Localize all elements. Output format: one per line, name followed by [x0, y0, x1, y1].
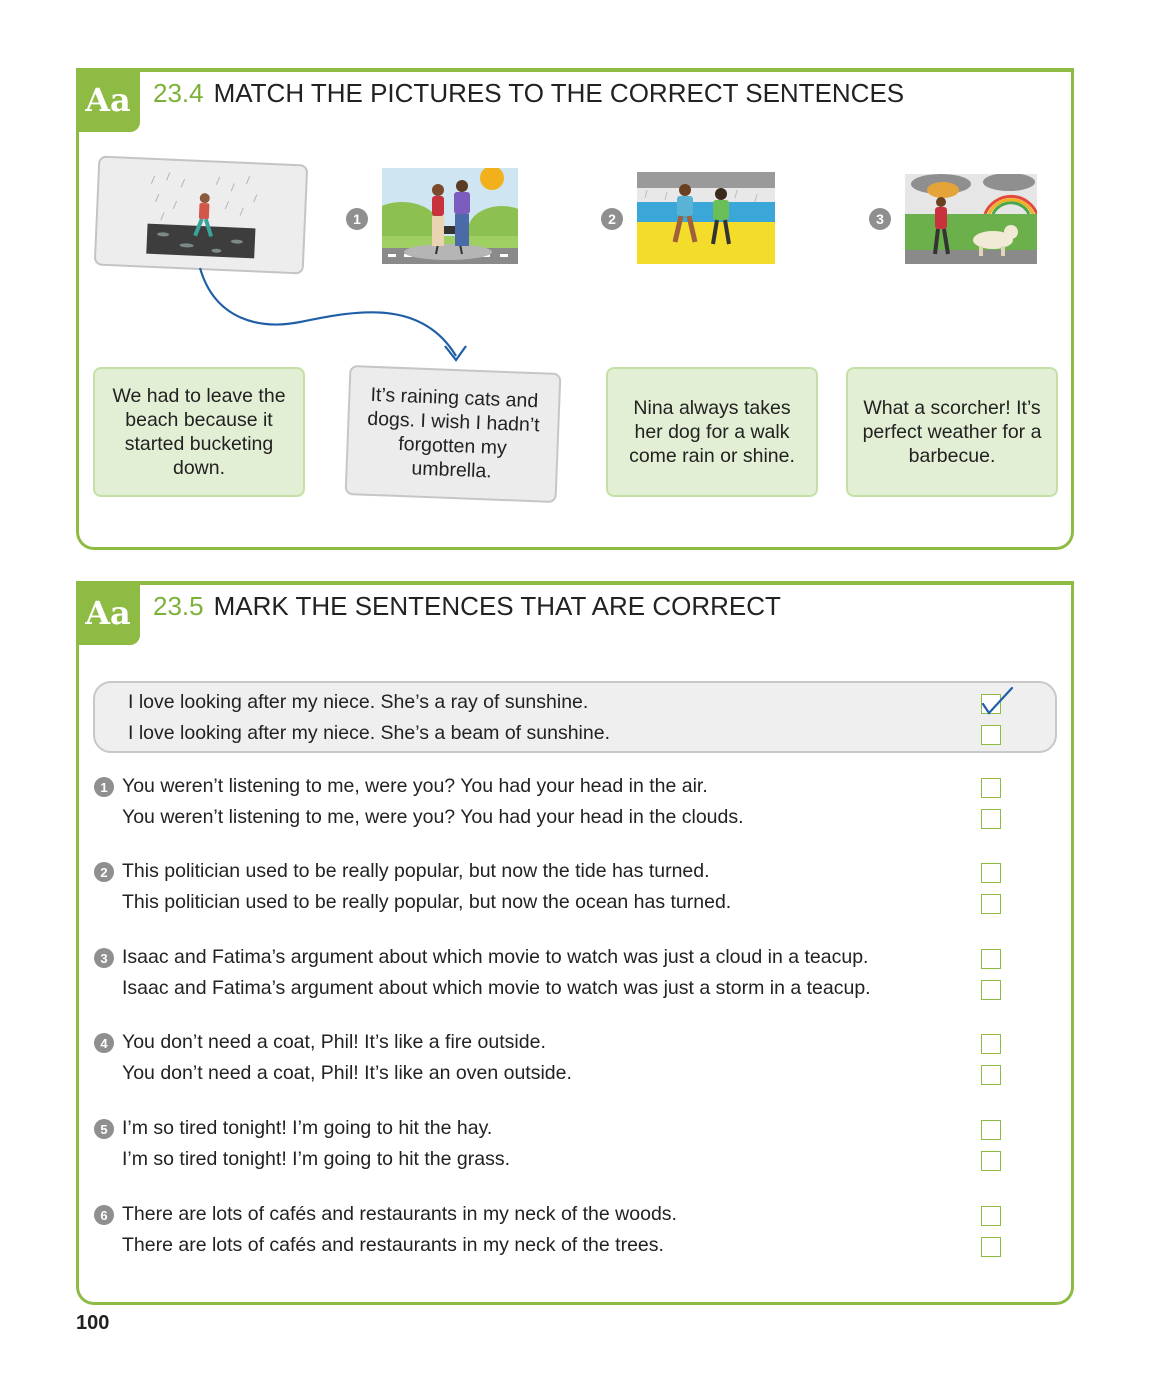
page-number: 100: [76, 1312, 110, 1334]
question-2-option-b: This politician used to be really popular, but now the ocean has turned.: [122, 891, 732, 913]
exercise-number: 23.4: [153, 78, 204, 108]
question-5-option-a: I’m so tired tonight! I’m going to hit the hay.: [122, 1117, 493, 1139]
picture-number-2: 2: [601, 208, 623, 230]
question-5-checkbox-a[interactable]: [981, 1120, 1001, 1140]
question-5-checkbox-b[interactable]: [981, 1151, 1001, 1171]
question-2-checkbox-a[interactable]: [981, 863, 1001, 883]
question-number-4: 4: [94, 1033, 114, 1053]
aa-badge: Aa: [76, 581, 140, 645]
exercise-instruction: MATCH THE PICTURES TO THE CORRECT SENTENCES: [213, 78, 905, 108]
question-1-option-b: You weren’t listening to me, were you? You had your head in the clouds.: [122, 806, 744, 828]
aa-badge: Aa: [76, 68, 140, 132]
question-6-checkbox-b[interactable]: [981, 1237, 1001, 1257]
example-sentence-a: I love looking after my niece. She’s a ray of sunshine.: [128, 691, 589, 713]
example-sentence-b: I love looking after my niece. She’s a beam of sunshine.: [128, 722, 610, 744]
question-number-1: 1: [94, 777, 114, 797]
question-4-option-a: You don’t need a coat, Phil! It’s like a fire outside.: [122, 1031, 546, 1053]
sentence-card[interactable]: We had to leave the beach because it started bucketing down.: [93, 367, 305, 497]
check-mark-icon: [976, 686, 1016, 716]
question-6-checkbox-a[interactable]: [981, 1206, 1001, 1226]
example-sentence-card[interactable]: It’s raining cats and dogs. I wish I hadn’t forgotten my umbrella.: [345, 365, 562, 503]
question-6-option-b: There are lots of cafés and restaurants in my neck of the trees.: [122, 1234, 664, 1256]
sentence-card[interactable]: What a scorcher! It’s perfect weather for a barbecue.: [846, 367, 1058, 497]
question-number-2: 2: [94, 862, 114, 882]
example-match-arrow: [0, 0, 1152, 380]
question-3-option-b: Isaac and Fatima’s argument about which movie to watch was just a storm in a teacup.: [122, 977, 871, 999]
question-1-checkbox-b[interactable]: [981, 809, 1001, 829]
question-number-3: 3: [94, 948, 114, 968]
question-4-option-b: You don’t need a coat, Phil! It’s like an oven outside.: [122, 1062, 572, 1084]
question-3-checkbox-b[interactable]: [981, 980, 1001, 1000]
question-number-5: 5: [94, 1119, 114, 1139]
question-4-checkbox-a[interactable]: [981, 1034, 1001, 1054]
exercise-title: [153, 591, 781, 622]
question-5-option-b: I’m so tired tonight! I’m going to hit the grass.: [122, 1148, 511, 1170]
example-checkbox-b[interactable]: [981, 725, 1001, 745]
question-1-option-a: You weren’t listening to me, were you? You had your head in the air.: [122, 775, 708, 797]
question-4-checkbox-b[interactable]: [981, 1065, 1001, 1085]
picture-number-3: 3: [869, 208, 891, 230]
question-3-option-a: Isaac and Fatima’s argument about which movie to watch was just a cloud in a teacup.: [122, 946, 869, 968]
picture-number-1: 1: [346, 208, 368, 230]
question-3-checkbox-a[interactable]: [981, 949, 1001, 969]
exercise-number: 23.5: [153, 591, 204, 621]
question-2-option-a: This politician used to be really popular, but now the tide has turned.: [122, 860, 710, 882]
question-2-checkbox-b[interactable]: [981, 894, 1001, 914]
question-6-option-a: There are lots of cafés and restaurants in my neck of the woods.: [122, 1203, 677, 1225]
question-number-6: 6: [94, 1205, 114, 1225]
question-1-checkbox-a[interactable]: [981, 778, 1001, 798]
sentence-card[interactable]: Nina always takes her dog for a walk come rain or shine.: [606, 367, 818, 497]
exercise-instruction: MARK THE SENTENCES THAT ARE CORRECT: [213, 591, 781, 621]
